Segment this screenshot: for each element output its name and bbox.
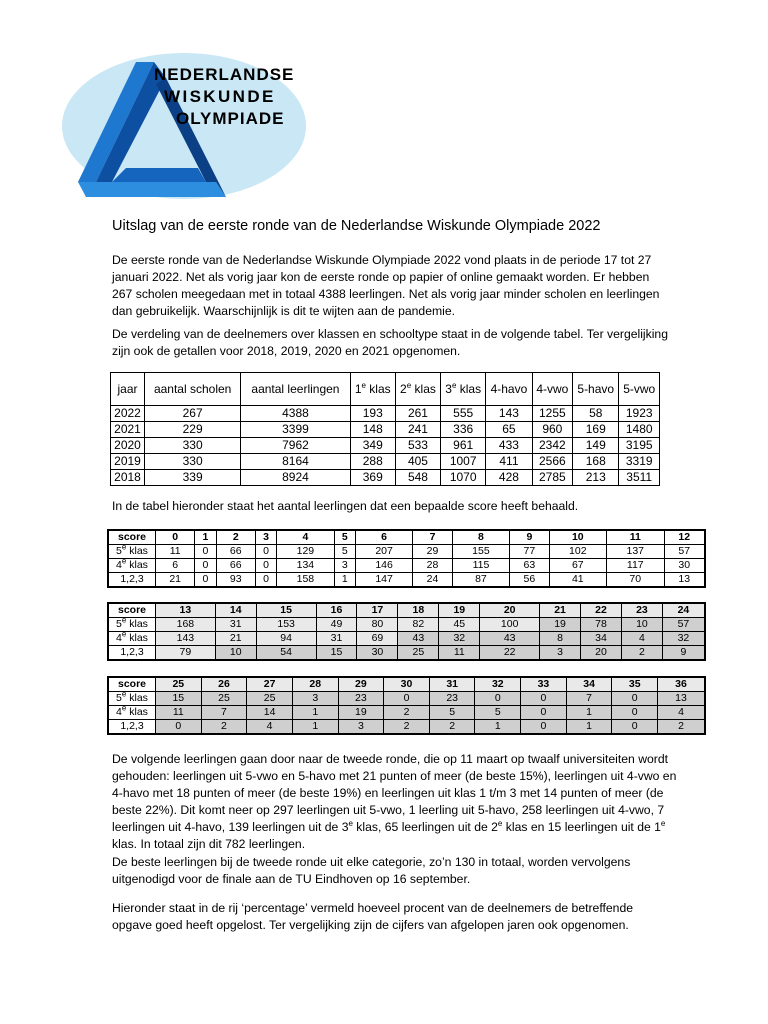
score-value-header: 15 (256, 603, 316, 618)
score-row-label (108, 703, 156, 720)
header-text: 1 (354, 382, 362, 396)
score-count-cell: 15 (316, 646, 357, 661)
score-count-cell: 87 (452, 573, 509, 588)
score-count-cell: 11 (156, 545, 195, 559)
participants-cell: 533 (395, 438, 440, 454)
score-count-cell: 3 (540, 646, 581, 661)
row-label-rest: klas (126, 632, 148, 644)
score-count-cell: 5 (334, 545, 355, 559)
score-row-label (108, 542, 156, 559)
participants-cell: 169 (573, 422, 619, 438)
score-count-cell: 41 (549, 573, 606, 588)
score-count-cell: 4 (247, 720, 293, 735)
score-count-cell: 31 (316, 632, 357, 646)
score-count-cell: 13 (664, 573, 705, 588)
score-count-cell: 0 (156, 720, 202, 735)
second-round-sup-1: e (348, 818, 353, 828)
row-label-rest: klas (126, 692, 148, 704)
score-header-row (108, 603, 705, 618)
score-value-header: 11 (607, 530, 664, 545)
score-count-cell: 2 (621, 646, 662, 661)
score-count-cell: 4 (658, 706, 705, 720)
header-text: aantal scholen (153, 382, 232, 396)
score-value-header: 6 (355, 530, 412, 545)
score-count-cell: 34 (581, 632, 622, 646)
header-text: 2 (400, 382, 407, 396)
participants-header-cell (241, 373, 350, 406)
participants-cell: 2019 (111, 454, 145, 470)
header-rest: klas (411, 382, 436, 396)
participants-cell: 3399 (241, 422, 350, 438)
score-count-cell: 10 (215, 646, 256, 661)
score-value-header: 25 (156, 677, 202, 692)
participants-row (111, 422, 660, 438)
score-row (108, 573, 705, 588)
score-count-cell: 11 (439, 646, 480, 661)
score-value-header: 31 (429, 677, 475, 692)
score-count-cell: 21 (156, 573, 195, 588)
score-count-cell: 19 (540, 618, 581, 632)
second-round-text-d: klas. In totaal zijn dit 782 leerlingen. (112, 837, 306, 851)
score-count-cell: 20 (581, 646, 622, 661)
score-count-cell: 32 (439, 632, 480, 646)
score-count-cell: 0 (612, 720, 658, 735)
participants-row (111, 438, 660, 454)
score-row-label (108, 573, 156, 588)
score-row (108, 559, 705, 573)
score-row (108, 720, 705, 735)
score-count-cell: 30 (357, 646, 398, 661)
score-count-cell: 23 (429, 692, 475, 706)
row-label-text: 1,2,3 (120, 646, 144, 658)
percentage-paragraph: Hieronder staat in de rij ‘percentage’ vermeld hoeveel procent van de deelnemers de betreffende opgave goed heeft opgelost. Ter vergelijking zijn de cijfers van afgelopen jaren ook opgenomen. (112, 901, 633, 932)
score-intro-paragraph: In de tabel hieronder staat het aantal leerlingen dat een bepaalde score heeft behaald. (112, 499, 579, 513)
participants-cell: 193 (350, 406, 395, 422)
score-header-label: score (108, 530, 156, 545)
score-count-cell: 3 (334, 559, 355, 573)
score-count-cell: 102 (549, 545, 606, 559)
score-count-cell: 1 (292, 706, 338, 720)
row-label-rest: klas (126, 706, 148, 718)
score-value-header: 10 (549, 530, 606, 545)
participants-cell: 2020 (111, 438, 145, 454)
score-count-cell: 28 (413, 559, 452, 573)
score-count-cell: 0 (521, 692, 567, 706)
participants-cell: 7962 (241, 438, 350, 454)
participants-cell: 3195 (619, 438, 660, 454)
participants-cell: 369 (350, 470, 395, 486)
score-table-13-24 (107, 602, 706, 661)
participants-cell: 288 (350, 454, 395, 470)
participants-cell: 4388 (241, 406, 350, 422)
participants-header-row (111, 373, 660, 406)
participants-cell: 1480 (619, 422, 660, 438)
header-rest: klas (365, 382, 391, 396)
score-value-header: 27 (247, 677, 293, 692)
participants-cell: 336 (441, 422, 486, 438)
participants-cell: 2566 (532, 454, 573, 470)
score-value-header: 22 (581, 603, 622, 618)
score-count-cell: 23 (338, 692, 384, 706)
participants-cell: 330 (145, 438, 241, 454)
score-row (108, 618, 705, 632)
participants-header-cell (145, 373, 241, 406)
score-value-header: 16 (316, 603, 357, 618)
intro-paragraph: De eerste ronde van de Nederlandse Wiskunde Olympiade 2022 vond plaats in de periode 17 tot 27 januari 2022. Net als vorig jaar kon de eerste ronde op papier of online gemaakt worden. Er hebben 267 scholen meegedaan met in totaal 4388 leerlingen. Net als vorig jaar minder scholen en leerlingen dan gebruikelijk. Waarschijnlijk is dit te wijten aan de pandemie. (112, 253, 660, 318)
score-count-cell: 0 (521, 706, 567, 720)
second-round-text-c: klas en 15 leerlingen uit de 1 (502, 820, 661, 834)
participants-cell: 1007 (441, 454, 486, 470)
distribution-paragraph: De verdeling van de deelnemers over klassen en schooltype staat in de volgende tabel. Ter vergelijking zijn ook de getallen voor 2018, 2019, 2020 en 2021 opgenomen. (112, 327, 668, 358)
header-sup: e (406, 381, 412, 390)
score-row-label (108, 556, 156, 573)
participants-cell: 2022 (111, 406, 145, 422)
score-count-cell: 2 (658, 720, 705, 735)
score-count-cell: 207 (355, 545, 412, 559)
score-value-header: 20 (480, 603, 540, 618)
score-count-cell: 49 (316, 618, 357, 632)
participants-cell: 213 (573, 470, 619, 486)
score-value-header: 21 (540, 603, 581, 618)
logo-triangle-bottom (78, 182, 226, 197)
participants-cell: 229 (145, 422, 241, 438)
score-header-row (108, 677, 705, 692)
header-text: jaar (117, 382, 138, 396)
score-count-cell: 70 (607, 573, 664, 588)
score-value-header: 14 (215, 603, 256, 618)
participants-cell: 960 (532, 422, 573, 438)
score-value-header: 4 (277, 530, 334, 545)
header-text: aantal leerlingen (251, 382, 340, 396)
score-count-cell: 25 (247, 692, 293, 706)
score-value-header: 32 (475, 677, 521, 692)
score-count-cell: 0 (255, 573, 276, 588)
score-count-cell: 2 (384, 706, 430, 720)
score-count-cell: 24 (413, 573, 452, 588)
logo-triangle-bottom-inner (112, 168, 206, 182)
score-count-cell: 158 (277, 573, 334, 588)
score-row (108, 646, 705, 661)
score-count-cell: 77 (510, 545, 549, 559)
participants-cell: 148 (350, 422, 395, 438)
participants-row (111, 470, 660, 486)
score-count-cell: 54 (256, 646, 316, 661)
score-count-cell: 14 (247, 706, 293, 720)
score-value-header: 17 (357, 603, 398, 618)
participants-cell: 65 (486, 422, 532, 438)
row-label-sup: e (121, 615, 127, 625)
participants-header-cell (532, 373, 573, 406)
participants-row (111, 406, 660, 422)
participants-header-cell (619, 373, 660, 406)
score-value-header: 33 (521, 677, 567, 692)
score-value-header: 29 (338, 677, 384, 692)
score-count-cell: 21 (215, 632, 256, 646)
score-value-header: 18 (398, 603, 439, 618)
row-label-text: 1,2,3 (120, 720, 144, 732)
score-row (108, 692, 705, 706)
participants-cell: 548 (395, 470, 440, 486)
row-label-sup: e (121, 556, 127, 566)
row-label-text: 4 (116, 706, 122, 718)
score-count-cell: 3 (292, 692, 338, 706)
participants-cell: 241 (395, 422, 440, 438)
participants-cell: 8164 (241, 454, 350, 470)
header-text: 5-havo (577, 382, 615, 396)
participants-header-cell (441, 373, 486, 406)
score-count-cell: 155 (452, 545, 509, 559)
score-count-cell: 5 (429, 706, 475, 720)
score-count-cell: 0 (384, 692, 430, 706)
score-value-header: 28 (292, 677, 338, 692)
score-value-header: 23 (621, 603, 662, 618)
row-label-rest: klas (126, 559, 148, 571)
document-title: Uitslag van de eerste ronde van de Nederlandse Wiskunde Olympiade 2022 (112, 218, 601, 234)
participants-header-cell (486, 373, 532, 406)
score-value-header: 34 (566, 677, 612, 692)
score-count-cell: 0 (195, 545, 216, 559)
score-row-label (108, 689, 156, 706)
score-count-cell: 1 (475, 720, 521, 735)
participants-row (111, 454, 660, 470)
score-header-label: score (108, 603, 156, 618)
score-count-cell: 15 (156, 692, 202, 706)
score-count-cell: 11 (156, 706, 202, 720)
score-header-label: score (108, 677, 156, 692)
participants-cell: 339 (145, 470, 241, 486)
participants-cell: 1923 (619, 406, 660, 422)
score-count-cell: 57 (662, 618, 705, 632)
participants-cell: 267 (145, 406, 241, 422)
participants-cell: 168 (573, 454, 619, 470)
score-header-row (108, 530, 705, 545)
score-count-cell: 168 (156, 618, 216, 632)
score-count-cell: 25 (201, 692, 247, 706)
score-value-header: 12 (664, 530, 705, 545)
score-count-cell: 9 (662, 646, 705, 661)
score-count-cell: 2 (429, 720, 475, 735)
participants-cell: 961 (441, 438, 486, 454)
score-value-header: 5 (334, 530, 355, 545)
score-count-cell: 67 (549, 559, 606, 573)
score-value-header: 1 (195, 530, 216, 545)
score-count-cell: 25 (398, 646, 439, 661)
score-count-cell: 100 (480, 618, 540, 632)
row-label-text: 5 (116, 545, 122, 557)
score-count-cell: 0 (521, 720, 567, 735)
participants-cell: 330 (145, 454, 241, 470)
participants-header-cell (111, 373, 145, 406)
score-count-cell: 4 (621, 632, 662, 646)
score-row (108, 545, 705, 559)
participants-header-cell (350, 373, 395, 406)
score-count-cell: 1 (566, 706, 612, 720)
score-count-cell: 2 (201, 720, 247, 735)
score-count-cell: 146 (355, 559, 412, 573)
score-count-cell: 134 (277, 559, 334, 573)
participants-cell: 411 (486, 454, 532, 470)
header-text: 4-havo (490, 382, 528, 396)
score-row-label (108, 615, 156, 632)
score-value-header: 19 (439, 603, 480, 618)
header-rest: klas (456, 382, 482, 396)
score-count-cell: 3 (338, 720, 384, 735)
score-count-cell: 147 (355, 573, 412, 588)
score-row-label (108, 629, 156, 646)
score-count-cell: 13 (658, 692, 705, 706)
score-count-cell: 153 (256, 618, 316, 632)
score-row (108, 632, 705, 646)
row-label-sup: e (121, 629, 127, 639)
row-label-sup: e (121, 542, 127, 552)
logo-line-2: WISKUNDE (164, 87, 276, 106)
row-label-text: 5 (116, 692, 122, 704)
score-count-cell: 45 (439, 618, 480, 632)
score-row (108, 706, 705, 720)
score-count-cell: 19 (338, 706, 384, 720)
participants-cell: 143 (486, 406, 532, 422)
participants-cell: 8924 (241, 470, 350, 486)
score-count-cell: 0 (255, 545, 276, 559)
participants-header-cell (395, 373, 440, 406)
participants-cell: 2342 (532, 438, 573, 454)
logo-line-3: OLYMPIADE (176, 109, 285, 128)
participants-table (110, 372, 660, 486)
score-count-cell: 129 (277, 545, 334, 559)
participants-cell: 1070 (441, 470, 486, 486)
score-count-cell: 7 (566, 692, 612, 706)
participants-cell: 555 (441, 406, 486, 422)
score-table-0-12 (107, 529, 706, 588)
score-count-cell: 32 (662, 632, 705, 646)
score-value-header: 30 (384, 677, 430, 692)
score-value-header: 36 (658, 677, 705, 692)
score-count-cell: 29 (413, 545, 452, 559)
score-count-cell: 137 (607, 545, 664, 559)
row-label-sup: e (121, 689, 127, 699)
header-text: 3 (445, 382, 452, 396)
score-count-cell: 66 (216, 559, 255, 573)
score-count-cell: 78 (581, 618, 622, 632)
score-count-cell: 80 (357, 618, 398, 632)
score-count-cell: 6 (156, 559, 195, 573)
score-value-header: 24 (662, 603, 705, 618)
score-count-cell: 1 (566, 720, 612, 735)
score-count-cell: 94 (256, 632, 316, 646)
participants-cell: 149 (573, 438, 619, 454)
score-count-cell: 43 (398, 632, 439, 646)
score-count-cell: 66 (216, 545, 255, 559)
score-count-cell: 0 (255, 559, 276, 573)
score-count-cell: 143 (156, 632, 216, 646)
participants-cell: 3319 (619, 454, 660, 470)
participants-header-cell (573, 373, 619, 406)
row-label-text: 5 (116, 618, 122, 630)
score-count-cell: 0 (612, 692, 658, 706)
row-label-rest: klas (126, 618, 148, 630)
olympiade-logo (56, 22, 306, 202)
score-row-label (108, 646, 156, 661)
score-count-cell: 8 (540, 632, 581, 646)
score-count-cell: 1 (292, 720, 338, 735)
participants-cell: 2018 (111, 470, 145, 486)
score-count-cell: 43 (480, 632, 540, 646)
score-table-25-36 (107, 676, 706, 735)
score-value-header: 35 (612, 677, 658, 692)
header-sup: e (361, 381, 366, 390)
score-value-header: 7 (413, 530, 452, 545)
participants-cell: 428 (486, 470, 532, 486)
header-sup: e (451, 381, 457, 390)
row-label-text: 1,2,3 (120, 573, 144, 585)
score-count-cell: 0 (475, 692, 521, 706)
second-round-sup-2: e (497, 818, 503, 828)
score-count-cell: 0 (195, 573, 216, 588)
score-value-header: 9 (510, 530, 549, 545)
score-count-cell: 22 (480, 646, 540, 661)
score-count-cell: 82 (398, 618, 439, 632)
score-value-header: 2 (216, 530, 255, 545)
header-text: 5-vwo (623, 382, 656, 396)
score-count-cell: 30 (664, 559, 705, 573)
participants-cell: 261 (395, 406, 440, 422)
score-value-header: 13 (156, 603, 216, 618)
score-count-cell: 2 (384, 720, 430, 735)
score-count-cell: 63 (510, 559, 549, 573)
score-count-cell: 69 (357, 632, 398, 646)
score-count-cell: 57 (664, 545, 705, 559)
header-text: 4-vwo (536, 382, 569, 396)
score-count-cell: 0 (612, 706, 658, 720)
second-round-sup-3: e (660, 818, 666, 828)
score-count-cell: 0 (195, 559, 216, 573)
score-count-cell: 5 (475, 706, 521, 720)
score-count-cell: 56 (510, 573, 549, 588)
score-count-cell: 31 (215, 618, 256, 632)
row-label-text: 4 (116, 632, 122, 644)
participants-cell: 2785 (532, 470, 573, 486)
score-count-cell: 117 (607, 559, 664, 573)
score-value-header: 3 (255, 530, 276, 545)
score-row-label (108, 720, 156, 735)
score-count-cell: 7 (201, 706, 247, 720)
score-value-header: 0 (156, 530, 195, 545)
second-round-text-b: klas, 65 leerlingen uit de 2 (352, 820, 498, 834)
score-count-cell: 1 (334, 573, 355, 588)
score-count-cell: 10 (621, 618, 662, 632)
participants-cell: 3511 (619, 470, 660, 486)
score-count-cell: 93 (216, 573, 255, 588)
score-value-header: 26 (201, 677, 247, 692)
score-count-cell: 79 (156, 646, 216, 661)
score-count-cell: 115 (452, 559, 509, 573)
participants-cell: 433 (486, 438, 532, 454)
participants-cell: 2021 (111, 422, 145, 438)
row-label-text: 4 (116, 559, 122, 571)
row-label-rest: klas (126, 545, 148, 557)
participants-cell: 1255 (532, 406, 573, 422)
second-round-paragraph (112, 751, 682, 853)
participants-cell: 349 (350, 438, 395, 454)
final-paragraph: De beste leerlingen bij de tweede ronde uit elke categorie, zo’n 130 in totaal, worden vervolgens uitgenodigd voor de finale aan de TU Eindhoven op 16 september. (112, 855, 631, 886)
logo-line-1: NEDERLANDSE (154, 65, 295, 84)
score-value-header: 8 (452, 530, 509, 545)
participants-cell: 405 (395, 454, 440, 470)
row-label-sup: e (121, 703, 127, 713)
participants-cell: 58 (573, 406, 619, 422)
second-round-text-a: De volgende leerlingen gaan door naar de tweede ronde, die op 11 maart op twaalf universiteiten wordt gehouden: leerlingen uit 5-vwo en 5-havo met 21 punten of meer (de beste 15%), leerlingen uit 4-vwo en 4-havo met 18 punten of meer (de beste 19%) en leerlingen uit klas 1 t/m 3 met 14 punten of meer (de beste 22%). Dit komt neer op 297 leerlingen uit 5-vwo, 1 leerling uit 5-havo, 258 leerlingen uit 4-vwo, 7 leerlingen uit 4-havo, 139 leerlingen uit de 3 (112, 752, 677, 834)
